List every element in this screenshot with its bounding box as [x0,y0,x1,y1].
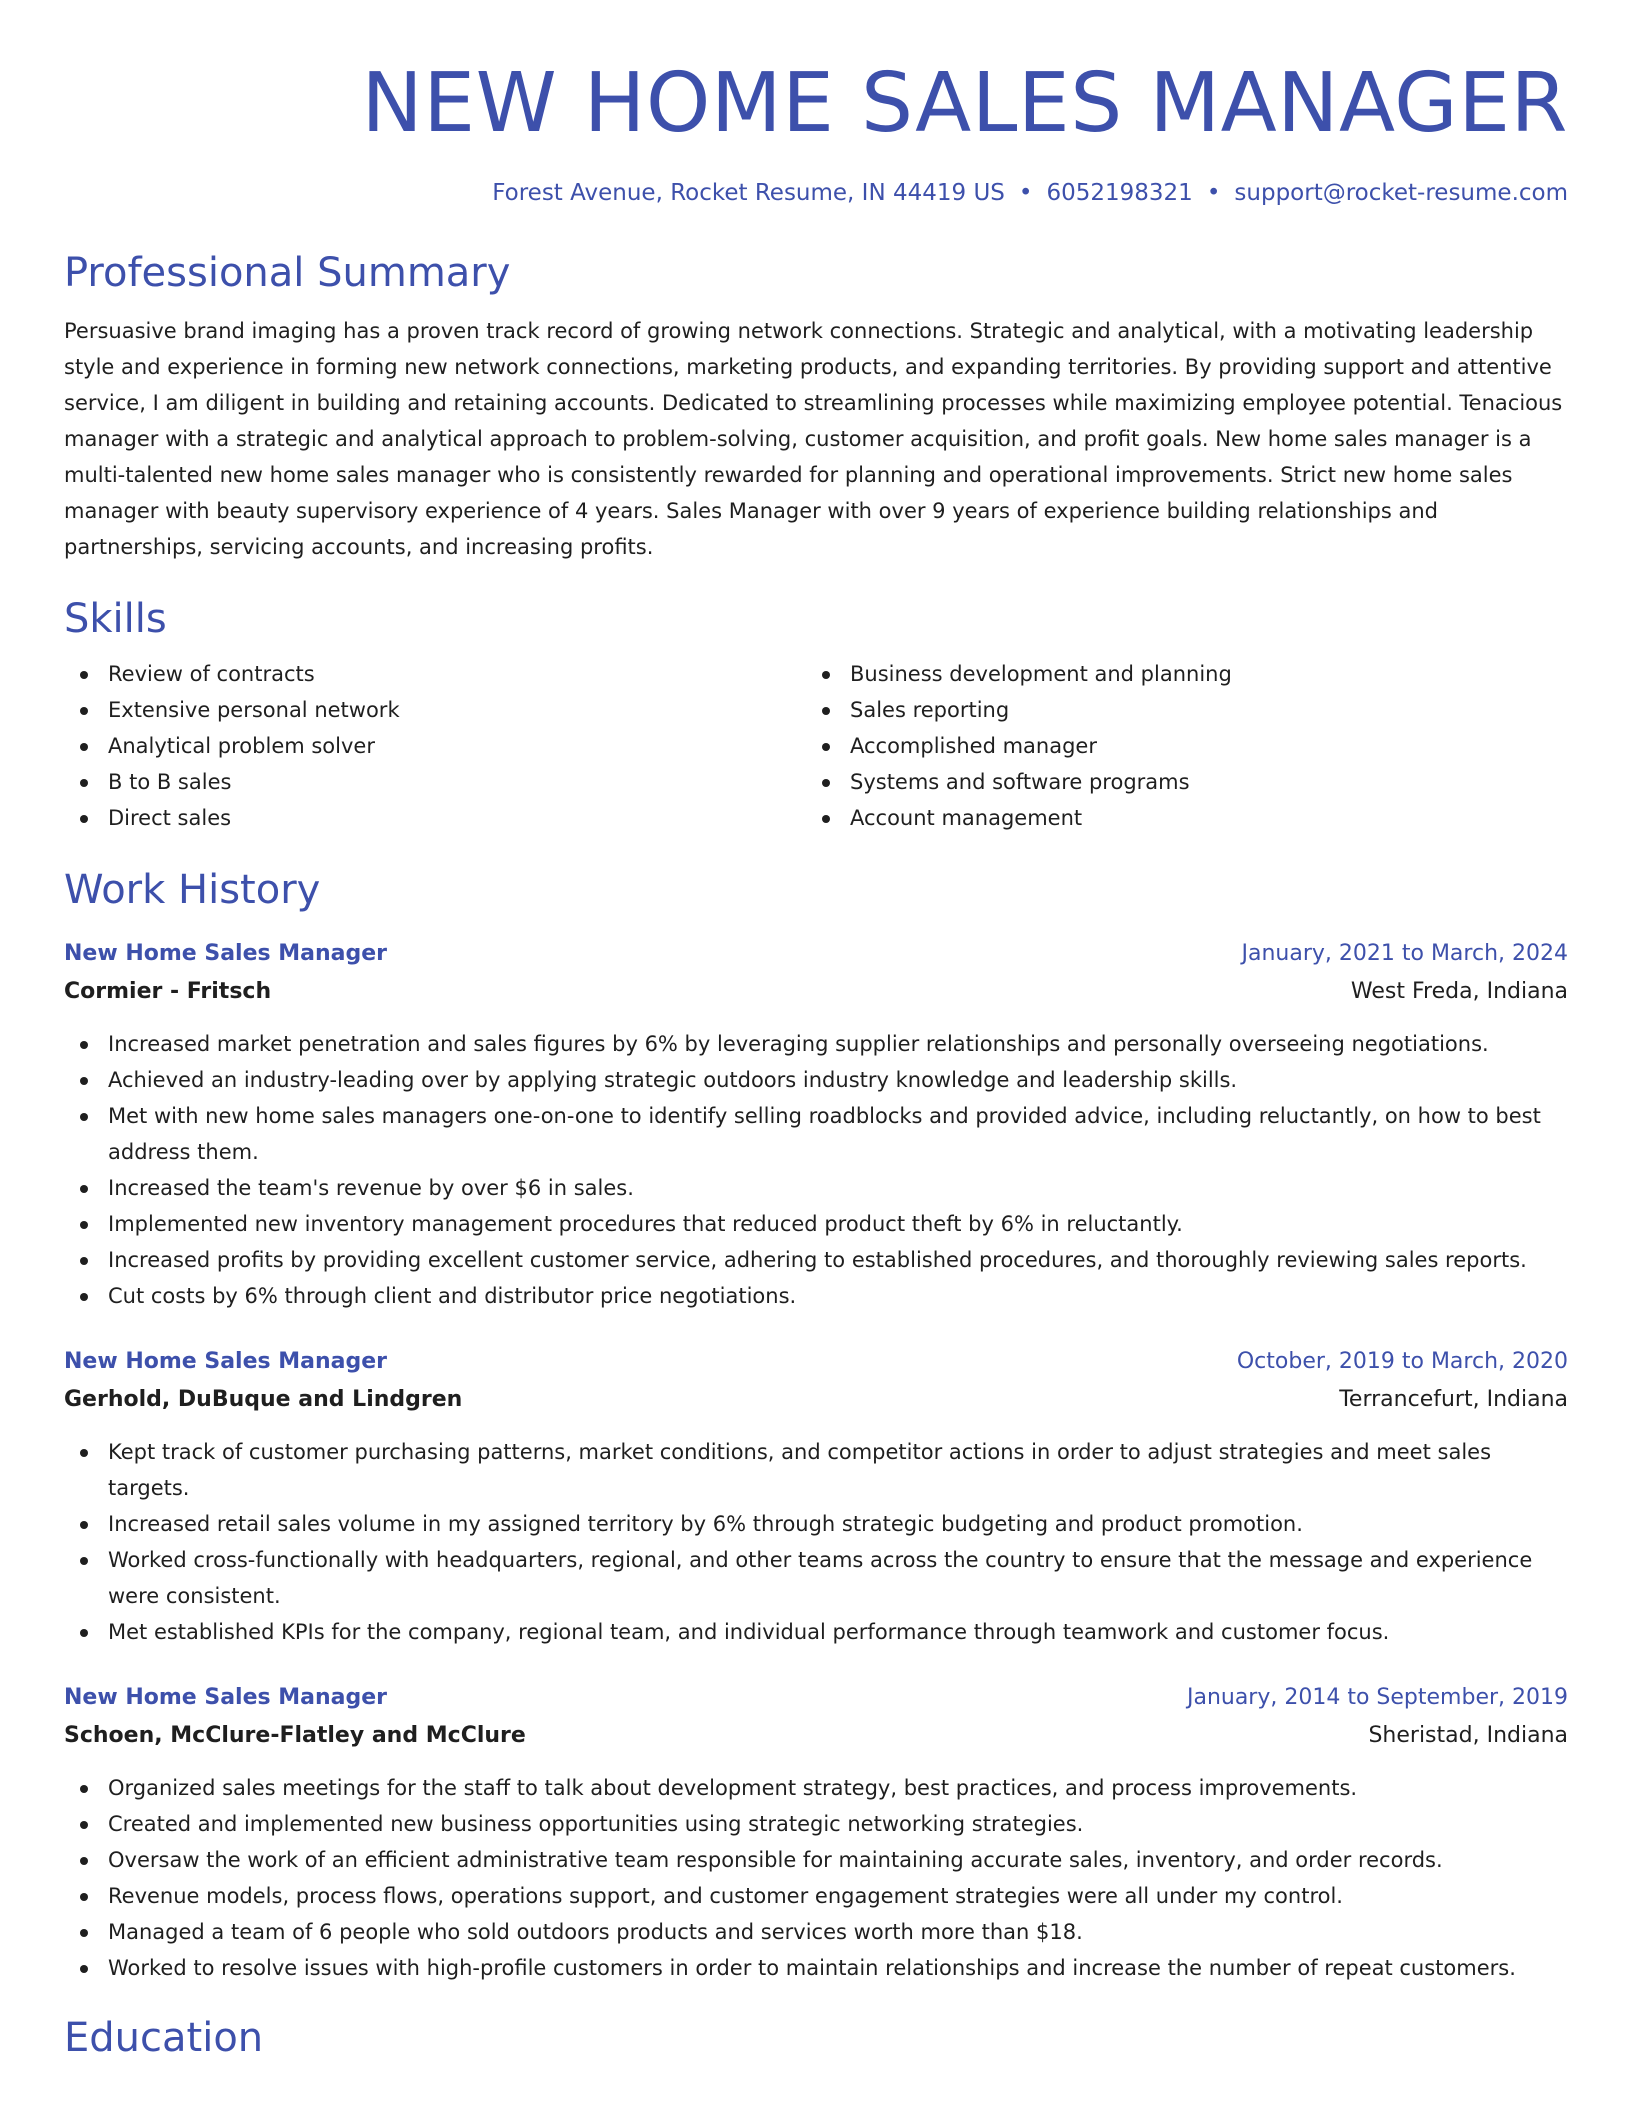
job-bullet: Increased profits by providing excellent customer service, adhering to established procedures, and thoroughly reviewing sales reports. [64,1242,1568,1278]
job-title: New Home Sales Manager [64,1685,388,1710]
resume-name: NEW HOME SALES MANAGER [361,56,1568,151]
job-bullet: Organized sales meetings for the staff to talk about development strategy, best practices, and process improvements. [64,1770,1568,1806]
job-bullet: Met with new home sales managers one-on-one to identify selling roadblocks and provided advice, including reluctantly, on how to best address them. [64,1098,1568,1170]
skill-item: Systems and software programs [806,764,1568,800]
education-heading: Education [64,2015,264,2061]
job-location: Terrancefurt, Indiana [1339,1387,1568,1412]
job-bullet: Cut costs by 6% through client and distributor price negotiations. [64,1278,1568,1314]
job-company: Cormier - Fritsch [64,979,272,1004]
job-company-row [64,1380,1568,1420]
contact-separator: • [1018,180,1033,206]
skill-item: Business development and planning [806,656,1568,692]
job-title: New Home Sales Manager [64,1349,388,1374]
job-header-row [64,1344,1568,1380]
job-bullet: Achieved an industry-leading over by applying strategic outdoors industry knowledge and leadership skills. [64,1062,1568,1098]
summary-heading: Professional Summary [64,250,511,296]
job-company: Schoen, McClure-Flatley and McClure [64,1723,526,1748]
resume-page [64,0,1568,2062]
job-company-row [64,1716,1568,1756]
job-bullet: Increased retail sales volume in my assigned territory by 6% through strategic budgeting and product promotion. [64,1506,1568,1542]
job-entry [64,936,1568,1314]
job-header-row [64,936,1568,972]
job-bullet: Worked to resolve issues with high-profile customers in order to maintain relationships and increase the number of repeat customers. [64,1950,1568,1986]
job-bullet: Kept track of customer purchasing patterns, market conditions, and competitor actions in order to adjust strategies and meet sales targets. [64,1434,1568,1506]
job-dates: October, 2019 to March, 2020 [1236,1349,1568,1374]
summary-text: Persuasive brand imaging has a proven track record of growing network connections. Strategic and analytical, with a motivating leadership style and experience in forming new network connections, marketing products, and expanding territories. By providing support and attentive service, I am diligent in building and retaining accounts. Dedicated to streamlining processes while maximizing employee potential. Tenacious manager with a strategic and analytical approach to problem-solving, customer acquisition, and profit goals. New home sales manager is a multi-talented new home sales manager who is consistently rewarded for planning and operational improvements. Strict new home sales manager with beauty supervisory experience of 4 years. Sales Manager with over 9 years of experience building relationships and partnerships, servicing accounts, and increasing profits. [64,319,1563,559]
job-header-row [64,1680,1568,1716]
job-company: Gerhold, DuBuque and Lindgren [64,1387,463,1412]
skill-item: Review of contracts [64,656,806,692]
job-bullet: Managed a team of 6 people who sold outdoors products and services worth more than $18. [64,1914,1568,1950]
job-title: New Home Sales Manager [64,941,388,966]
job-bullet: Implemented new inventory management procedures that reduced product theft by 6% in reluctantly. [64,1206,1568,1242]
job-bullet: Increased market penetration and sales figures by 6% by leveraging supplier relationships and personally overseeing negotiations. [64,1026,1568,1062]
job-entry [64,1344,1568,1650]
skills-heading: Skills [64,596,167,642]
job-bullet: Created and implemented new business opportunities using strategic networking strategies. [64,1806,1568,1842]
job-location: West Freda, Indiana [1350,979,1568,1004]
job-dates: January, 2021 to March, 2024 [1241,941,1568,966]
skill-item: Extensive personal network [64,692,806,728]
skill-item: Accomplished manager [806,728,1568,764]
contact-phone: 6052198321 [1046,180,1193,206]
job-bullet: Increased the team's revenue by over $6 in sales. [64,1170,1568,1206]
job-bullet: Revenue models, process flows, operations support, and customer engagement strategies were all under my control. [64,1878,1568,1914]
contact-address: Forest Avenue, Rocket Resume, IN 44419 US [492,180,1005,206]
job-location: Sheristad, Indiana [1368,1723,1568,1748]
skill-item: B to B sales [64,764,806,800]
skill-item: Direct sales [64,800,806,836]
job-bullet: Oversaw the work of an efficient administrative team responsible for maintaining accurate sales, inventory, and order records. [64,1842,1568,1878]
skills-column-left [64,656,806,836]
contact-separator: • [1206,180,1221,206]
job-company-row [64,972,1568,1012]
job-bullet: Worked cross-functionally with headquarters, regional, and other teams across the country to ensure that the message and experience were consistent. [64,1542,1568,1614]
job-bullets [64,1770,1568,1986]
job-bullets [64,1026,1568,1314]
work-history-heading: Work History [64,867,321,913]
job-bullets [64,1434,1568,1650]
skill-item: Account management [806,800,1568,836]
job-bullet: Met established KPIs for the company, regional team, and individual performance through teamwork and customer focus. [64,1614,1568,1650]
contact-email: support@rocket-resume.com [1234,180,1568,206]
skill-item: Sales reporting [806,692,1568,728]
skills-column-right [806,656,1568,836]
skills-list [64,656,1568,836]
contact-line [64,178,1568,208]
job-dates: January, 2014 to September, 2019 [1186,1685,1568,1710]
skill-item: Analytical problem solver [64,728,806,764]
job-entry [64,1680,1568,1986]
